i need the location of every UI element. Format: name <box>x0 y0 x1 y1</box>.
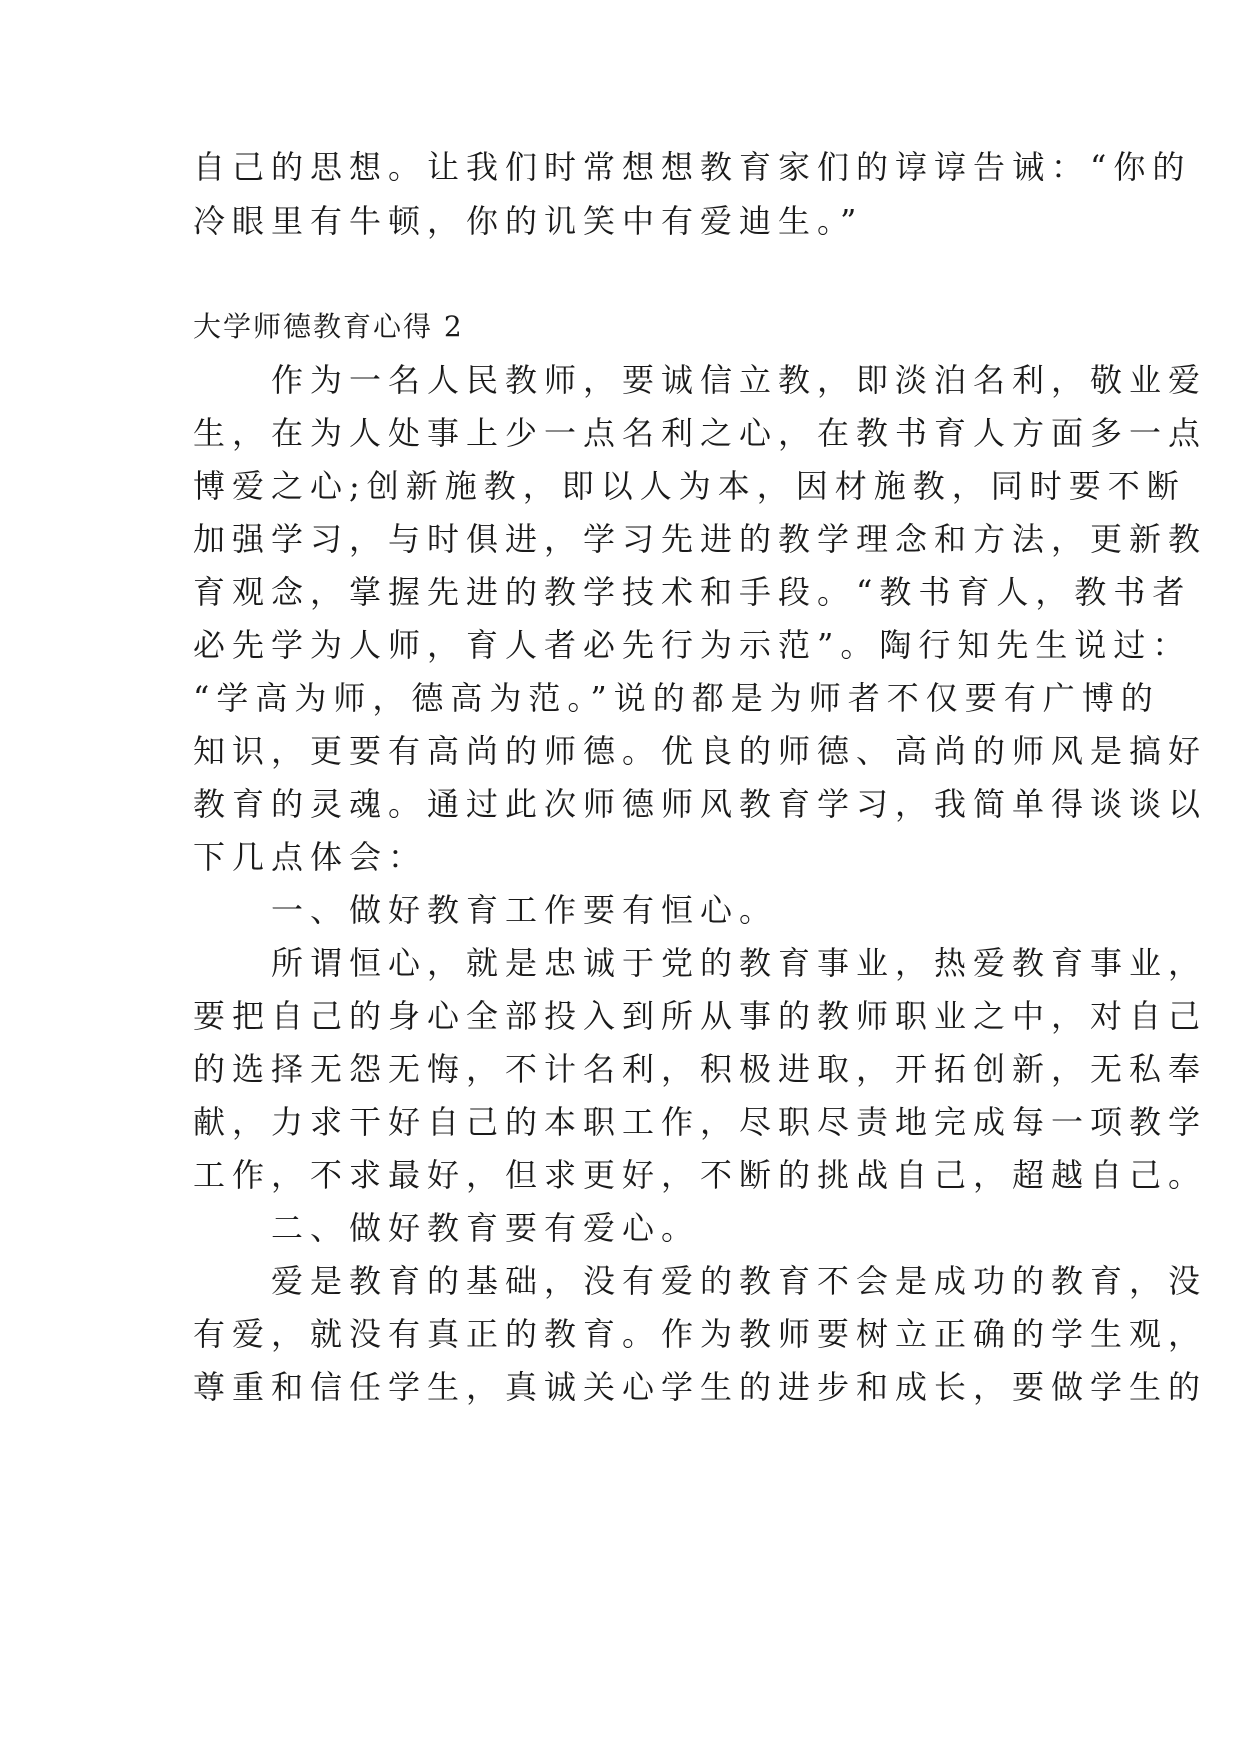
body-line: 要把自己的身心全部投入到所从事的教师职业之中，对自己 <box>193 997 1208 1035</box>
body-line: 下几点体会： <box>193 838 428 876</box>
body-line: 尊重和信任学生，真诚关心学生的进步和成长，要做学生的 <box>193 1368 1208 1406</box>
body-line: 教育的灵魂。通过此次师德师风教育学习，我简单得谈谈以 <box>193 785 1208 823</box>
body-line: 加强学习，与时俱进，学习先进的教学理念和方法，更新教 <box>193 520 1208 558</box>
heading-line-2: 二、做好教育要有爱心。 <box>193 1209 701 1247</box>
body-line: 作为一名人民教师，要诚信立教，即淡泊名利，敬业爱 <box>193 361 1208 399</box>
body-line: 献，力求干好自己的本职工作，尽职尽责地完成每一项教学 <box>193 1103 1208 1141</box>
body-line: 的选择无怨无悔，不计名利，积极进取，开拓创新，无私奉 <box>193 1050 1208 1088</box>
body-line: 必先学为人师，育人者必先行为示范”。陶行知先生说过： <box>193 626 1192 664</box>
body-line: “学高为师，德高为范。”说的都是为师者不仅要有广博的 <box>193 679 1160 717</box>
body-line: 工作，不求最好，但求更好，不断的挑战自己，超越自己。 <box>193 1156 1208 1194</box>
body-line: 所谓恒心，就是忠诚于党的教育事业，热爱教育事业， <box>193 944 1208 982</box>
body-line: 生，在为人处事上少一点名利之心，在教书育人方面多一点 <box>193 414 1208 452</box>
intro-line-1: 自己的思想。让我们时常想想教育家们的谆谆告诫：“你的 <box>193 148 1192 186</box>
heading-line-1: 一、做好教育工作要有恒心。 <box>193 891 779 929</box>
body-line: 知识，更要有高尚的师德。优良的师德、高尚的师风是搞好 <box>193 732 1208 770</box>
body-line: 有爱，就没有真正的教育。作为教师要树立正确的学生观， <box>193 1315 1208 1353</box>
body-line: 育观念，掌握先进的教学技术和手段。“教书育人，教书者 <box>193 573 1192 611</box>
intro-line-2: 冷眼里有牛顿，你的讥笑中有爱迪生。” <box>193 202 864 240</box>
section-title: 大学师德教育心得 2 <box>193 310 464 343</box>
body-line: 博爱之心;创新施教，即以人为本，因材施教，同时要不断 <box>193 467 1186 505</box>
body-line: 爱是教育的基础，没有爱的教育不会是成功的教育，没 <box>193 1262 1208 1300</box>
